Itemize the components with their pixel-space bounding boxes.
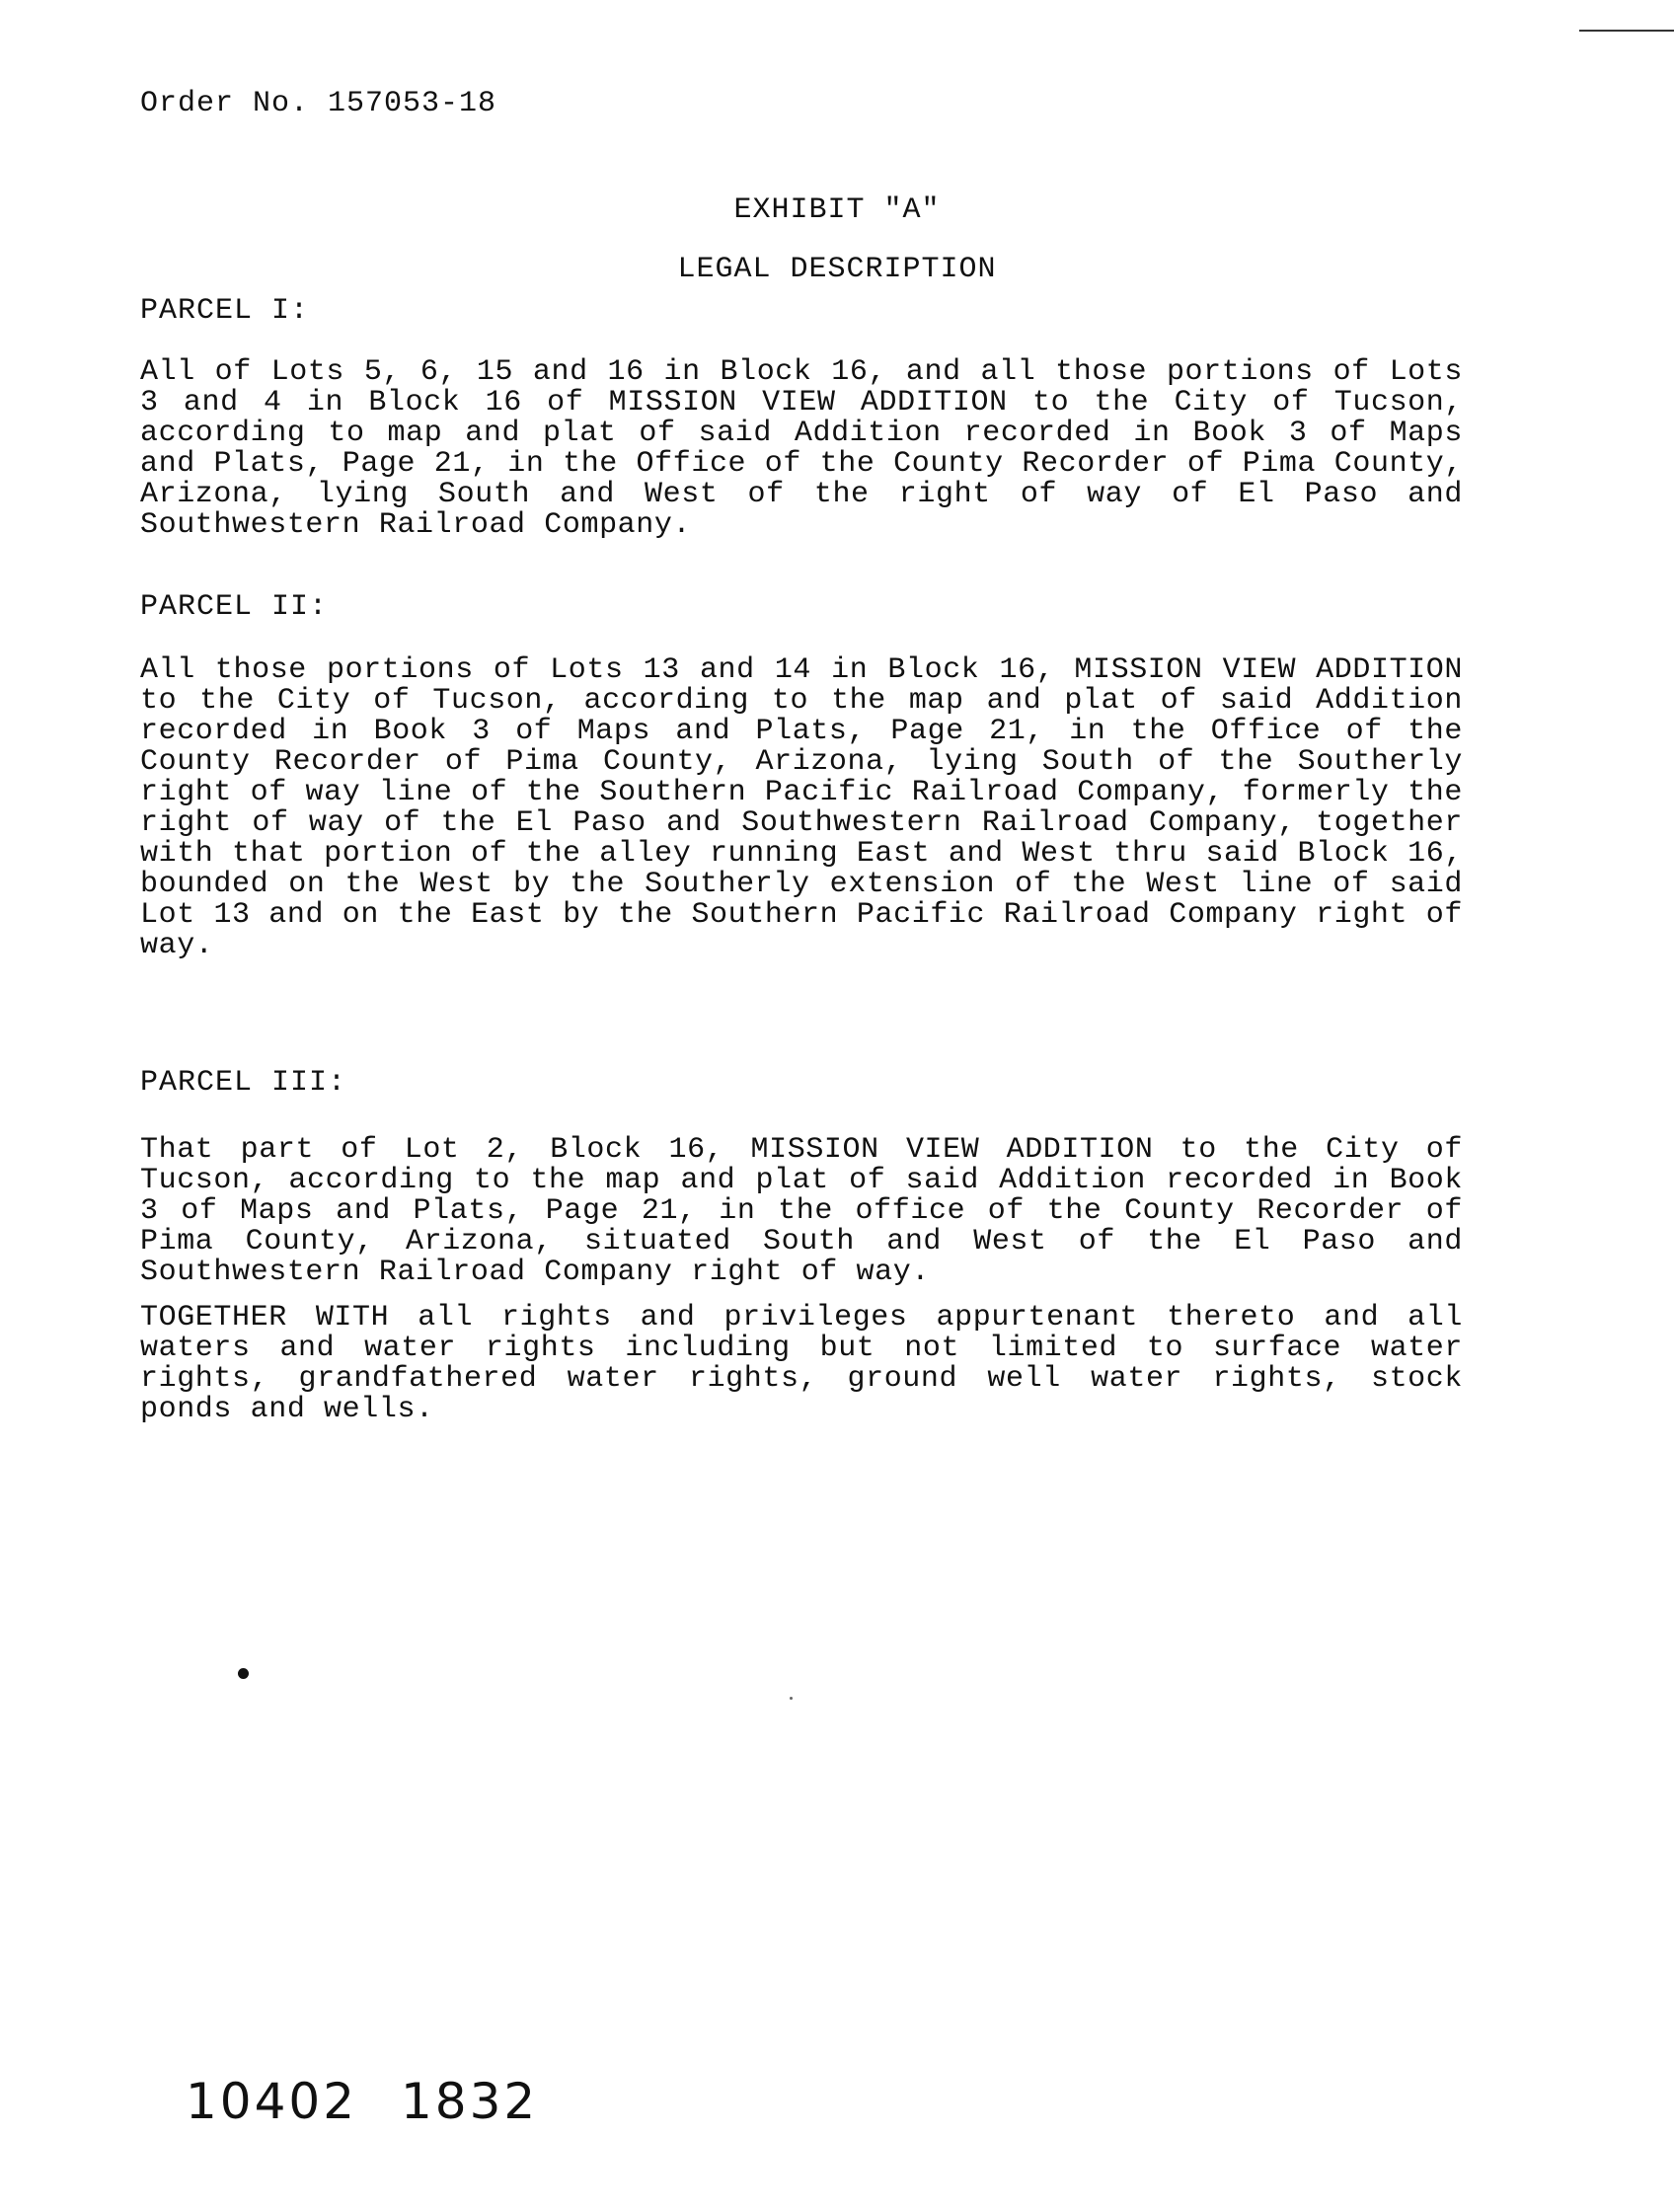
together-with-clause: TOGETHER WITH all rights and privileges appurtenant thereto and all waters and water rights including but not limited to surface water rights, grandfathered water rights, ground well water rights, stock ponds and wells.	[140, 1301, 1463, 1426]
parcel-2-heading: PARCEL II:	[140, 590, 329, 624]
legal-description-title: LEGAL DESCRIPTION	[677, 253, 997, 286]
parcel-3-heading: PARCEL III:	[140, 1066, 347, 1100]
parcel-3-text: That part of Lot 2, Block 16, MISSION VIEW ADDITION to the City of Tucson, according to the map and plat of said Addition recorded in Book 3 of Maps and Plats, Page 21, in the office of the County Recorder of Pima County, Arizona, situated South and West of the El Paso and Southwestern Railroad Company right of way.	[140, 1133, 1463, 1289]
exhibit-title: EXHIBIT "A"	[733, 193, 941, 227]
parcel-2-text: All those portions of Lots 13 and 14 in Block 16, MISSION VIEW ADDITION to the City of Tucson, according to the map and plat of said Addition recorded in Book 3 of Maps and Plats, Page 21, in the Office of the County Recorder of Pima County, Arizona, lying South of the Southerly right of way line of the Southern Pacific Railroad Company, formerly the right of way of the El Paso and Southwestern Railroad Company, together with that portion of the alley running East and West thru said Block 16, bounded on the West by the Southerly extension of the West line of said Lot 13 and on the East by the Southern Pacific Railroad Company right of way.	[140, 653, 1463, 962]
corner-rule	[1579, 30, 1674, 32]
scan-speck	[790, 1697, 793, 1700]
parcel-1-heading: PARCEL I:	[140, 294, 310, 328]
parcel-1-text: All of Lots 5, 6, 15 and 16 in Block 16, and all those portions of Lots 3 and 4 in Block 16 of MISSION VIEW ADDITION to the City of Tucson, according to map and plat of said Addition recorded in Book 3 of Maps and Plats, Page 21, in the Office of the County Recorder of Pima County, Arizona, lying South and West of the right of way of El Paso and Southwestern Railroad Company.	[140, 355, 1463, 542]
page-stamp: 1832	[401, 2073, 539, 2130]
docket-stamp: 10402	[186, 2073, 358, 2130]
order-number: Order No. 157053-18	[140, 87, 497, 120]
bullet-mark	[238, 1668, 249, 1679]
